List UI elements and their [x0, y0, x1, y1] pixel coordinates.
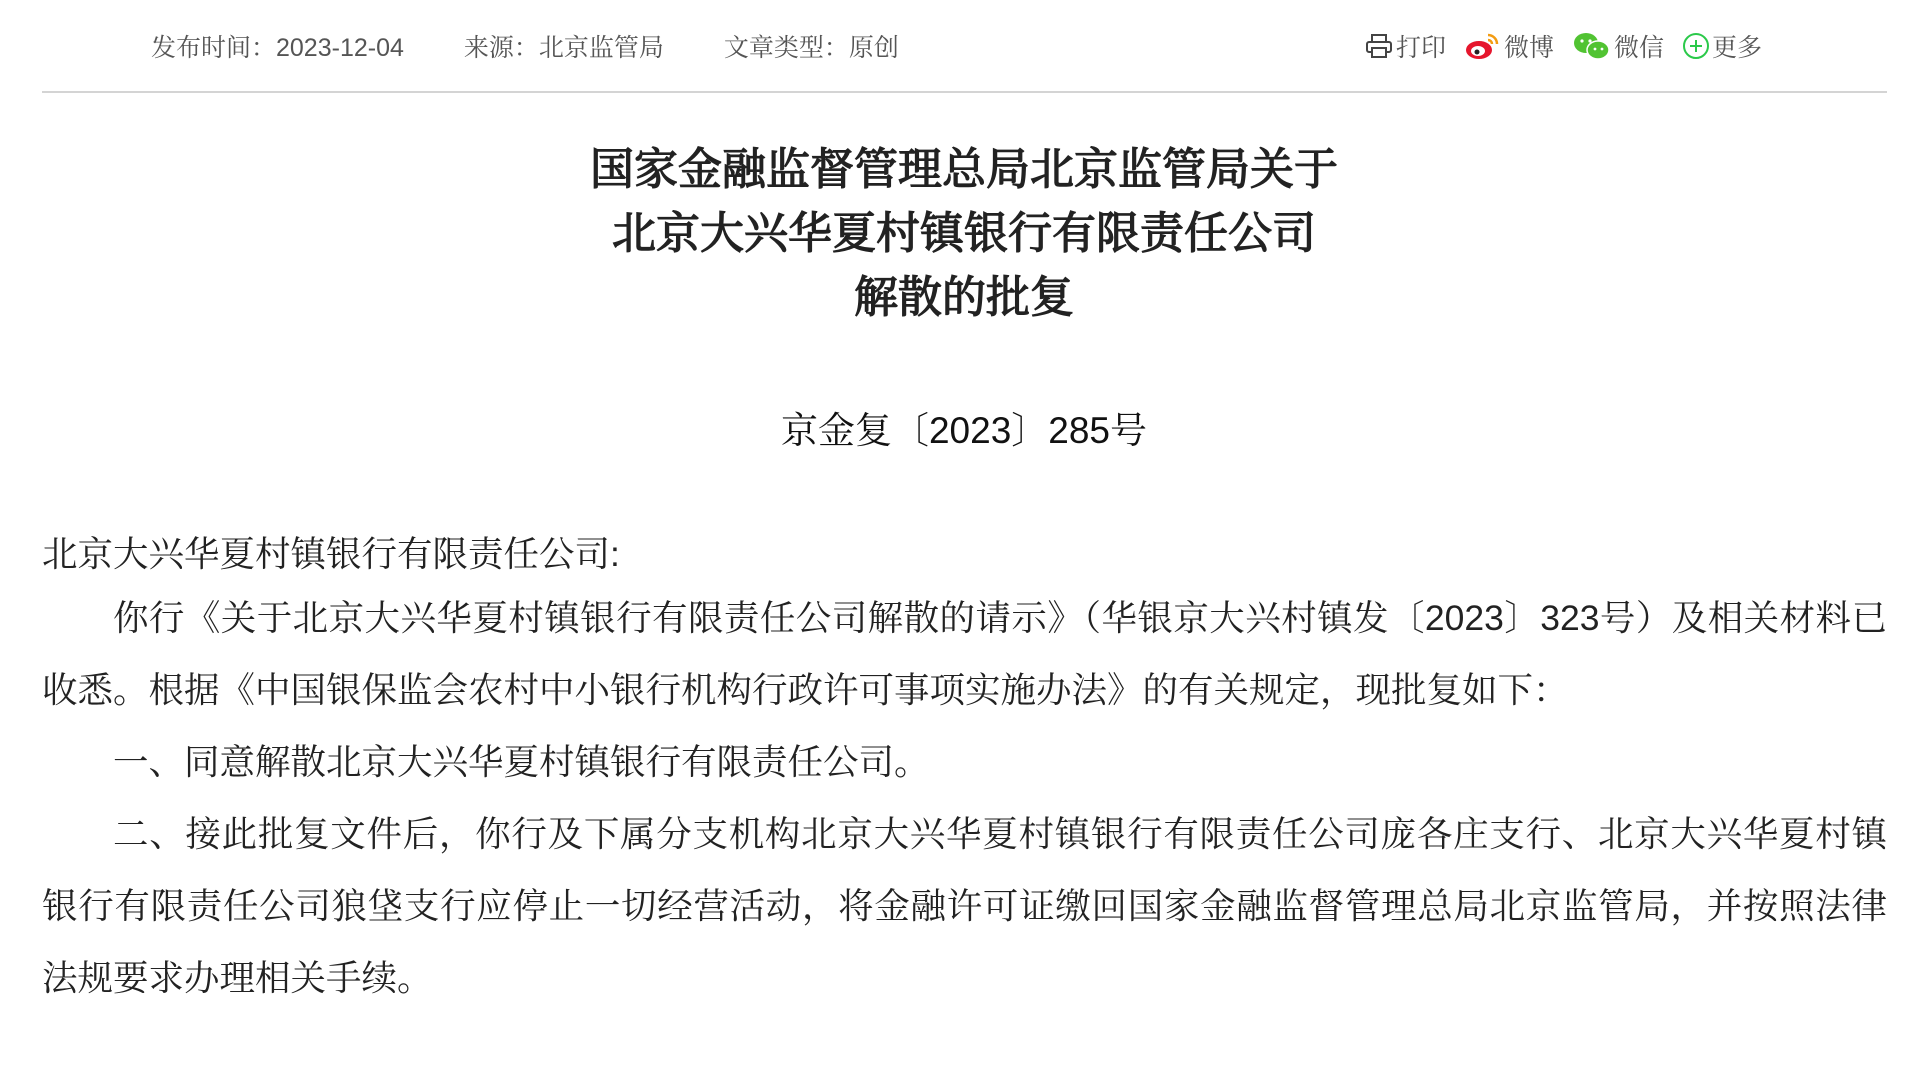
- title-line: 北京大兴华夏村镇银行有限责任公司: [612, 209, 1316, 258]
- wechat-share-button[interactable]: [1572, 28, 1664, 64]
- salutation: 北京大兴华夏村镇银行有限责任公司:: [42, 534, 620, 574]
- document-title: [0, 138, 1928, 330]
- wechat-icon: [1572, 31, 1612, 61]
- weibo-label: 微博: [1504, 34, 1555, 62]
- article-meta: [151, 28, 899, 64]
- paragraph: 二、接此批复文件后，你行及下属分支机构北京大兴华夏村镇银行有限责任公司庞各庄支行、北京大兴华夏村镇银行有限责任公司狼垡支行应停止一切经营活动，将金融许可证缴回国家金融监督管理总局北京监管局，并按照法律法规要求办理相关手续。: [42, 814, 1887, 998]
- share-toolbar: [1364, 28, 1762, 64]
- printer-icon: [1364, 33, 1394, 59]
- article-type: 文章类型：原创: [723, 34, 899, 62]
- print-button[interactable]: [1364, 28, 1446, 64]
- weibo-share-button[interactable]: [1464, 28, 1554, 64]
- wechat-label: 微信: [1614, 34, 1665, 62]
- divider: [42, 91, 1887, 93]
- paragraph: 一、同意解散北京大兴华夏村镇银行有限责任公司。: [113, 742, 930, 782]
- title-line: 解散的批复: [854, 273, 1074, 322]
- document-number: 京金复〔2023〕285号: [780, 410, 1148, 451]
- more-share-button[interactable]: [1682, 28, 1762, 64]
- document-body: [42, 518, 1887, 1014]
- source: 来源：北京监管局: [463, 34, 664, 62]
- title-line: 国家金融监督管理总局北京监管局关于: [590, 145, 1338, 194]
- more-label: 更多: [1712, 34, 1763, 62]
- print-label: 打印: [1396, 34, 1447, 62]
- paragraph: 你行《关于北京大兴华夏村镇银行有限责任公司解散的请示》（华银京大兴村镇发〔2023〕323号）及相关材料已收悉。根据《中国银保监会农村中小银行机构行政许可事项实施办法》的有关规定，现批复如下：: [42, 598, 1887, 710]
- weibo-icon: [1464, 31, 1502, 61]
- plus-circle-icon: [1682, 32, 1710, 60]
- publish-time: 发布时间：2023-12-04: [151, 34, 404, 62]
